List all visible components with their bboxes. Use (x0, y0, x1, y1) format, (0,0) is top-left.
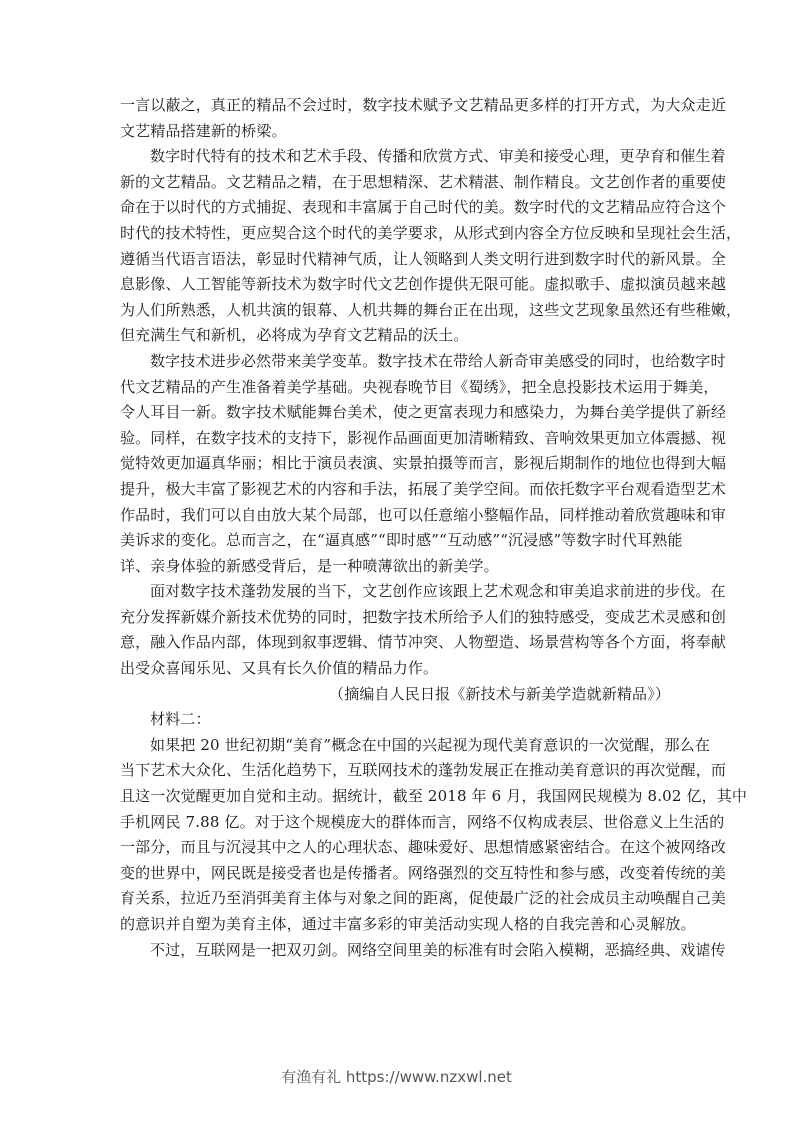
text-line: 但充满生气和新机，必将成为孕育文艺精品的沃土。 (120, 326, 469, 345)
text-line: 当下艺术大众化、生活化趋势下，互联网技术的蓬勃发展正在推动美育意识的再次觉醒，而 (120, 761, 727, 780)
text-line: 如果把 20 世纪初期“美育”概念在中国的兴起视为现代美育意识的一次觉醒，那么在 (150, 735, 710, 754)
text-line: 面对数字技术蓬勃发展的当下，文艺创作应该跟上艺术观念和审美追求前进的步伐。在 (150, 582, 726, 601)
text-line: 数字技术进步必然带来美学变革。数字技术在带给人新奇审美感受的同时，也给数字时 (150, 351, 726, 370)
watermark-footer: 有渔有礼 https://www.nzxwl.net (281, 1068, 512, 1086)
text-line: 作品时，我们可以自由放大某个局部，也可以任意缩小整幅作品，同样推动着欣赏趣味和审 (120, 505, 727, 524)
text-line: 为人们所熟悉，人机共演的银幕、人机共舞的舞台正在出现，这些文艺现象虽然还有些稚嫩， (120, 300, 742, 319)
text-line: 觉特效更加逼真华丽；相比于演员表演、实景拍摄等而言，影视后期制作的地位也得到大幅 (120, 454, 727, 473)
text-line: 变的世界中，网民既是接受者也是传播者。网络强烈的交互特性和参与感，改变着传统的美 (120, 863, 727, 882)
text-line: 详、亲身体验的新感受背后，是一种喷薄欲出的新美学。 (120, 556, 499, 575)
text-line: 美诉求的变化。总而言之，在“逼真感”“即时感”“互动感”“沉浸感”等数字时代耳熟能 (120, 531, 683, 550)
text-line: 的意识并自塑为美育主体，通过丰富多彩的审美活动实现人格的自我完善和心灵解放。 (120, 915, 696, 933)
text-line: 不过，互联网是一把双刃剑。网络空间里美的标准有时会陷入模糊，恶搞经典、戏谑传 (150, 940, 726, 959)
text-line: 令人耳目一新。数字技术赋能舞台美术，使之更富表现力和感染力，为舞台美学提供了新经 (120, 403, 727, 422)
text-line: 数字时代特有的技术和艺术手段、传播和欣赏方式、审美和接受心理，更孕育和催生着 (150, 147, 726, 166)
text-line: 手机网民 7.88 亿。对于这个规模庞大的群体而言，网络不仅构成表层、世俗意义上生活的 (120, 812, 725, 831)
material-two-body (120, 733, 748, 963)
text-line: 提升，极大丰富了影视艺术的内容和手法，拓展了美学空间。而依托数字平台观看造型艺术 (120, 479, 727, 498)
material-one-body (120, 93, 742, 682)
text-line: 育关系，拉近乃至消弭美育主体与对象之间的距离，促使最广泛的社会成员主动唤醒自己美 (120, 889, 727, 908)
text-line: 意，融入作品内部，体现到叙事逻辑、情节冲突、人物塑造、场景营构等各个方面，将奉献 (120, 633, 727, 652)
text-line: 时代的技术特性，更应契合这个时代的美学要求，从形式到内容全方位反映和呈现社会生活， (120, 223, 742, 242)
text-line: 充分发挥新媒介新技术优势的同时，把数字技术所给予人们的独特感受，变成艺术灵感和创 (120, 607, 727, 626)
text-line: 验。同样，在数字技术的支持下，影视作品画面更加清晰精致、音响效果更加立体震撼、视 (120, 428, 727, 447)
text-line: 且这一次觉醒更加自觉和主动。据统计，截至 2018 年 6 月，我国网民规模为 8.02 亿，其中 (120, 787, 748, 806)
text-line: 息影像、人工智能等新技术为数字时代文艺创作提供无限可能。虚拟歌手、虚拟演员越来越 (120, 275, 727, 294)
text-line: 一部分，而且与沉浸其中之人的心理状态、趣味爱好、思想情感紧密结合。在这个被网络改 (120, 838, 727, 857)
text-line: 一言以蔽之，真正的精品不会过时，数字技术赋予文艺精品更多样的打开方式，为大众走近 (120, 96, 727, 114)
text-line: 文艺精品搭建新的桥梁。 (120, 121, 287, 140)
document-page (120, 93, 748, 963)
text-line: 遵循当代语言语法，彰显时代精神气质，让人领略到人类文明行进到数字时代的新风景。全 (120, 249, 727, 268)
text-line: 新的文艺精品。文艺精品之精，在于思想精深、艺术精湛、制作精良。文艺创作者的重要使 (120, 172, 727, 191)
source-citation: （摘编自人民日报《新技术与新美学造就新精品》） (329, 684, 670, 703)
text-line: 出受众喜闻乐见、又具有长久价值的精品力作。 (120, 659, 439, 678)
text-line: 代文艺精品的产生准备着美学基础。央视春晚节目《蜀绣》，把全息投影技术运用于舞美， (120, 377, 719, 396)
text-line: 命在于以时代的方式捕捉、表现和丰富属于自己时代的美。数字时代的文艺精品应符合这个 (120, 198, 727, 217)
section-heading-material-two: 材料二： (150, 710, 211, 729)
